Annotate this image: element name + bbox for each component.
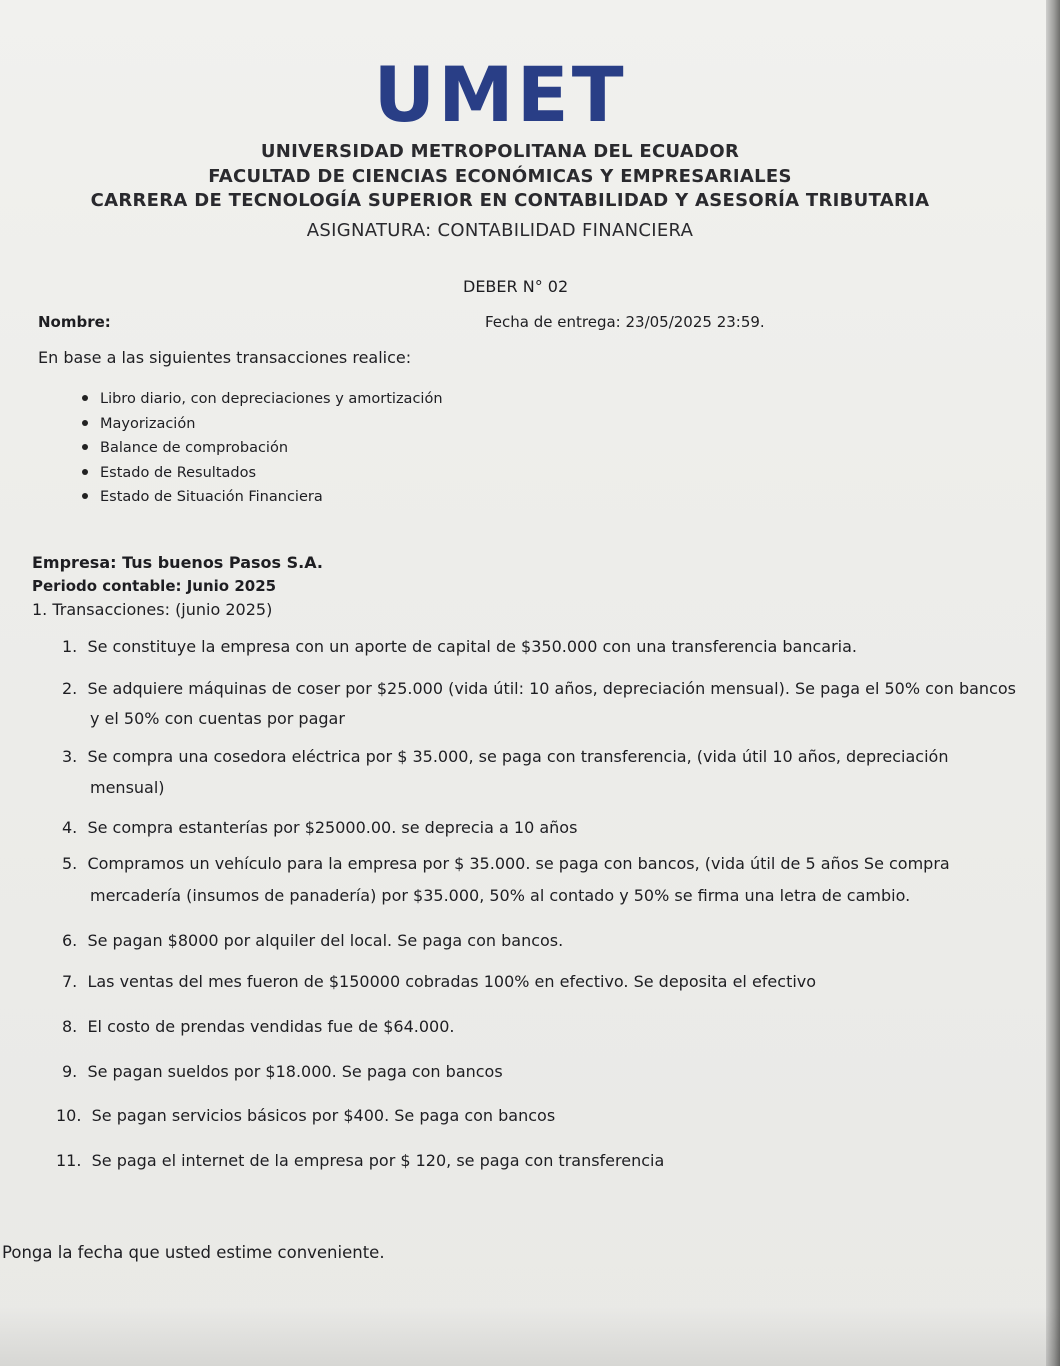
transaction-5-cont: mercadería (insumos de panadería) por $35.000, 50% al contado y 50% se firma una letra de cambio. [90,886,911,905]
transaction-text: Las ventas del mes fueron de $150000 cobradas 100% en efectivo. Se deposita el efectivo [87,972,817,991]
transaction-number: 8. [62,1017,78,1036]
transaction-text: Se pagan $8000 por alquiler del local. Se paga con bancos. [87,931,564,950]
transaction-9 [62,1057,503,1087]
transaction-text: Se pagan servicios básicos por $400. Se paga con bancos [91,1106,556,1125]
transaction-7 [62,967,816,997]
transaction-text: Se compra estanterías por $25000.00. se deprecia a 10 años [87,818,578,837]
list-item: Estado de Resultados [80,462,443,487]
paper-edge-shadow [1046,0,1060,1366]
transaction-2-cont: y el 50% con cuentas por pagar [90,709,345,728]
accounting-period: Periodo contable: Junio 2025 [32,577,277,595]
transaction-number: 6. [62,931,78,950]
transaction-4 [62,813,577,843]
subject-name: ASIGNATURA: CONTABILIDAD FINANCIERA [306,220,694,241]
university-name: UNIVERSIDAD METROPOLITANA DEL ECUADOR [260,141,740,162]
transaction-number: 10. [56,1106,82,1125]
transaction-11 [56,1146,664,1176]
faculty-name: FACULTAD DE CIENCIAS ECONÓMICAS Y EMPRESARIALES [208,166,792,187]
list-item: Balance de comprobación [80,437,443,462]
assignment-title: DEBER N° 02 [463,277,569,296]
transaction-number: 7. [62,972,78,991]
umet-logo: UMET [373,50,627,139]
transaction-number: 9. [62,1062,78,1081]
transaction-text: Compramos un vehículo para la empresa por $ 35.000. se paga con bancos, (vida útil de 5 años Se compra [87,854,950,873]
transaction-number: 2. [62,679,78,698]
transaction-number: 3. [62,747,78,766]
transaction-number: 11. [56,1151,82,1170]
transaction-number: 5. [62,854,78,873]
bottom-shade [0,1306,1060,1366]
due-date: Fecha de entrega: 23/05/2025 23:59. [485,313,765,331]
transaction-text: Se adquiere máquinas de coser por $25.000 (vida útil: 10 años, depreciación mensual). Se paga el 50% con bancos [87,679,1016,698]
transaction-text: Se compra una cosedora eléctrica por $ 35.000, se paga con transferencia, (vida útil 10 años, depreciación [87,747,949,766]
transaction-10 [56,1101,555,1131]
transaction-8 [62,1012,454,1042]
transaction-3-cont: mensual) [90,778,165,797]
list-item: Mayorización [80,413,443,438]
footer-note: Ponga la fecha que usted estime conveniente. [2,1243,385,1262]
transaction-2 [62,674,1016,704]
company-name: Empresa: Tus buenos Pasos S.A. [32,553,323,572]
transaction-3 [62,742,948,772]
transactions-heading: 1. Transacciones: (junio 2025) [32,600,273,619]
transaction-text: El costo de prendas vendidas fue de $64.000. [87,1017,455,1036]
list-item: Estado de Situación Financiera [80,486,443,511]
transaction-5 [62,849,950,879]
transaction-text: Se pagan sueldos por $18.000. Se paga con bancos [87,1062,503,1081]
transaction-text: Se constituye la empresa con un aporte de capital de $350.000 con una transferencia bancaria. [87,637,858,656]
instructions-intro: En base a las siguientes transacciones realice: [38,348,412,367]
transaction-6 [62,926,563,956]
name-label: Nombre: [38,313,111,331]
transaction-number: 4. [62,818,78,837]
list-item: Libro diario, con depreciaciones y amortización [80,388,443,413]
transaction-text: Se paga el internet de la empresa por $ 120, se paga con transferencia [91,1151,665,1170]
career-name: CARRERA DE TECNOLOGÍA SUPERIOR EN CONTABILIDAD Y ASESORÍA TRIBUTARIA [90,190,930,211]
transaction-number: 1. [62,637,78,656]
transaction-1 [62,632,857,662]
deliverables-list [80,388,443,511]
